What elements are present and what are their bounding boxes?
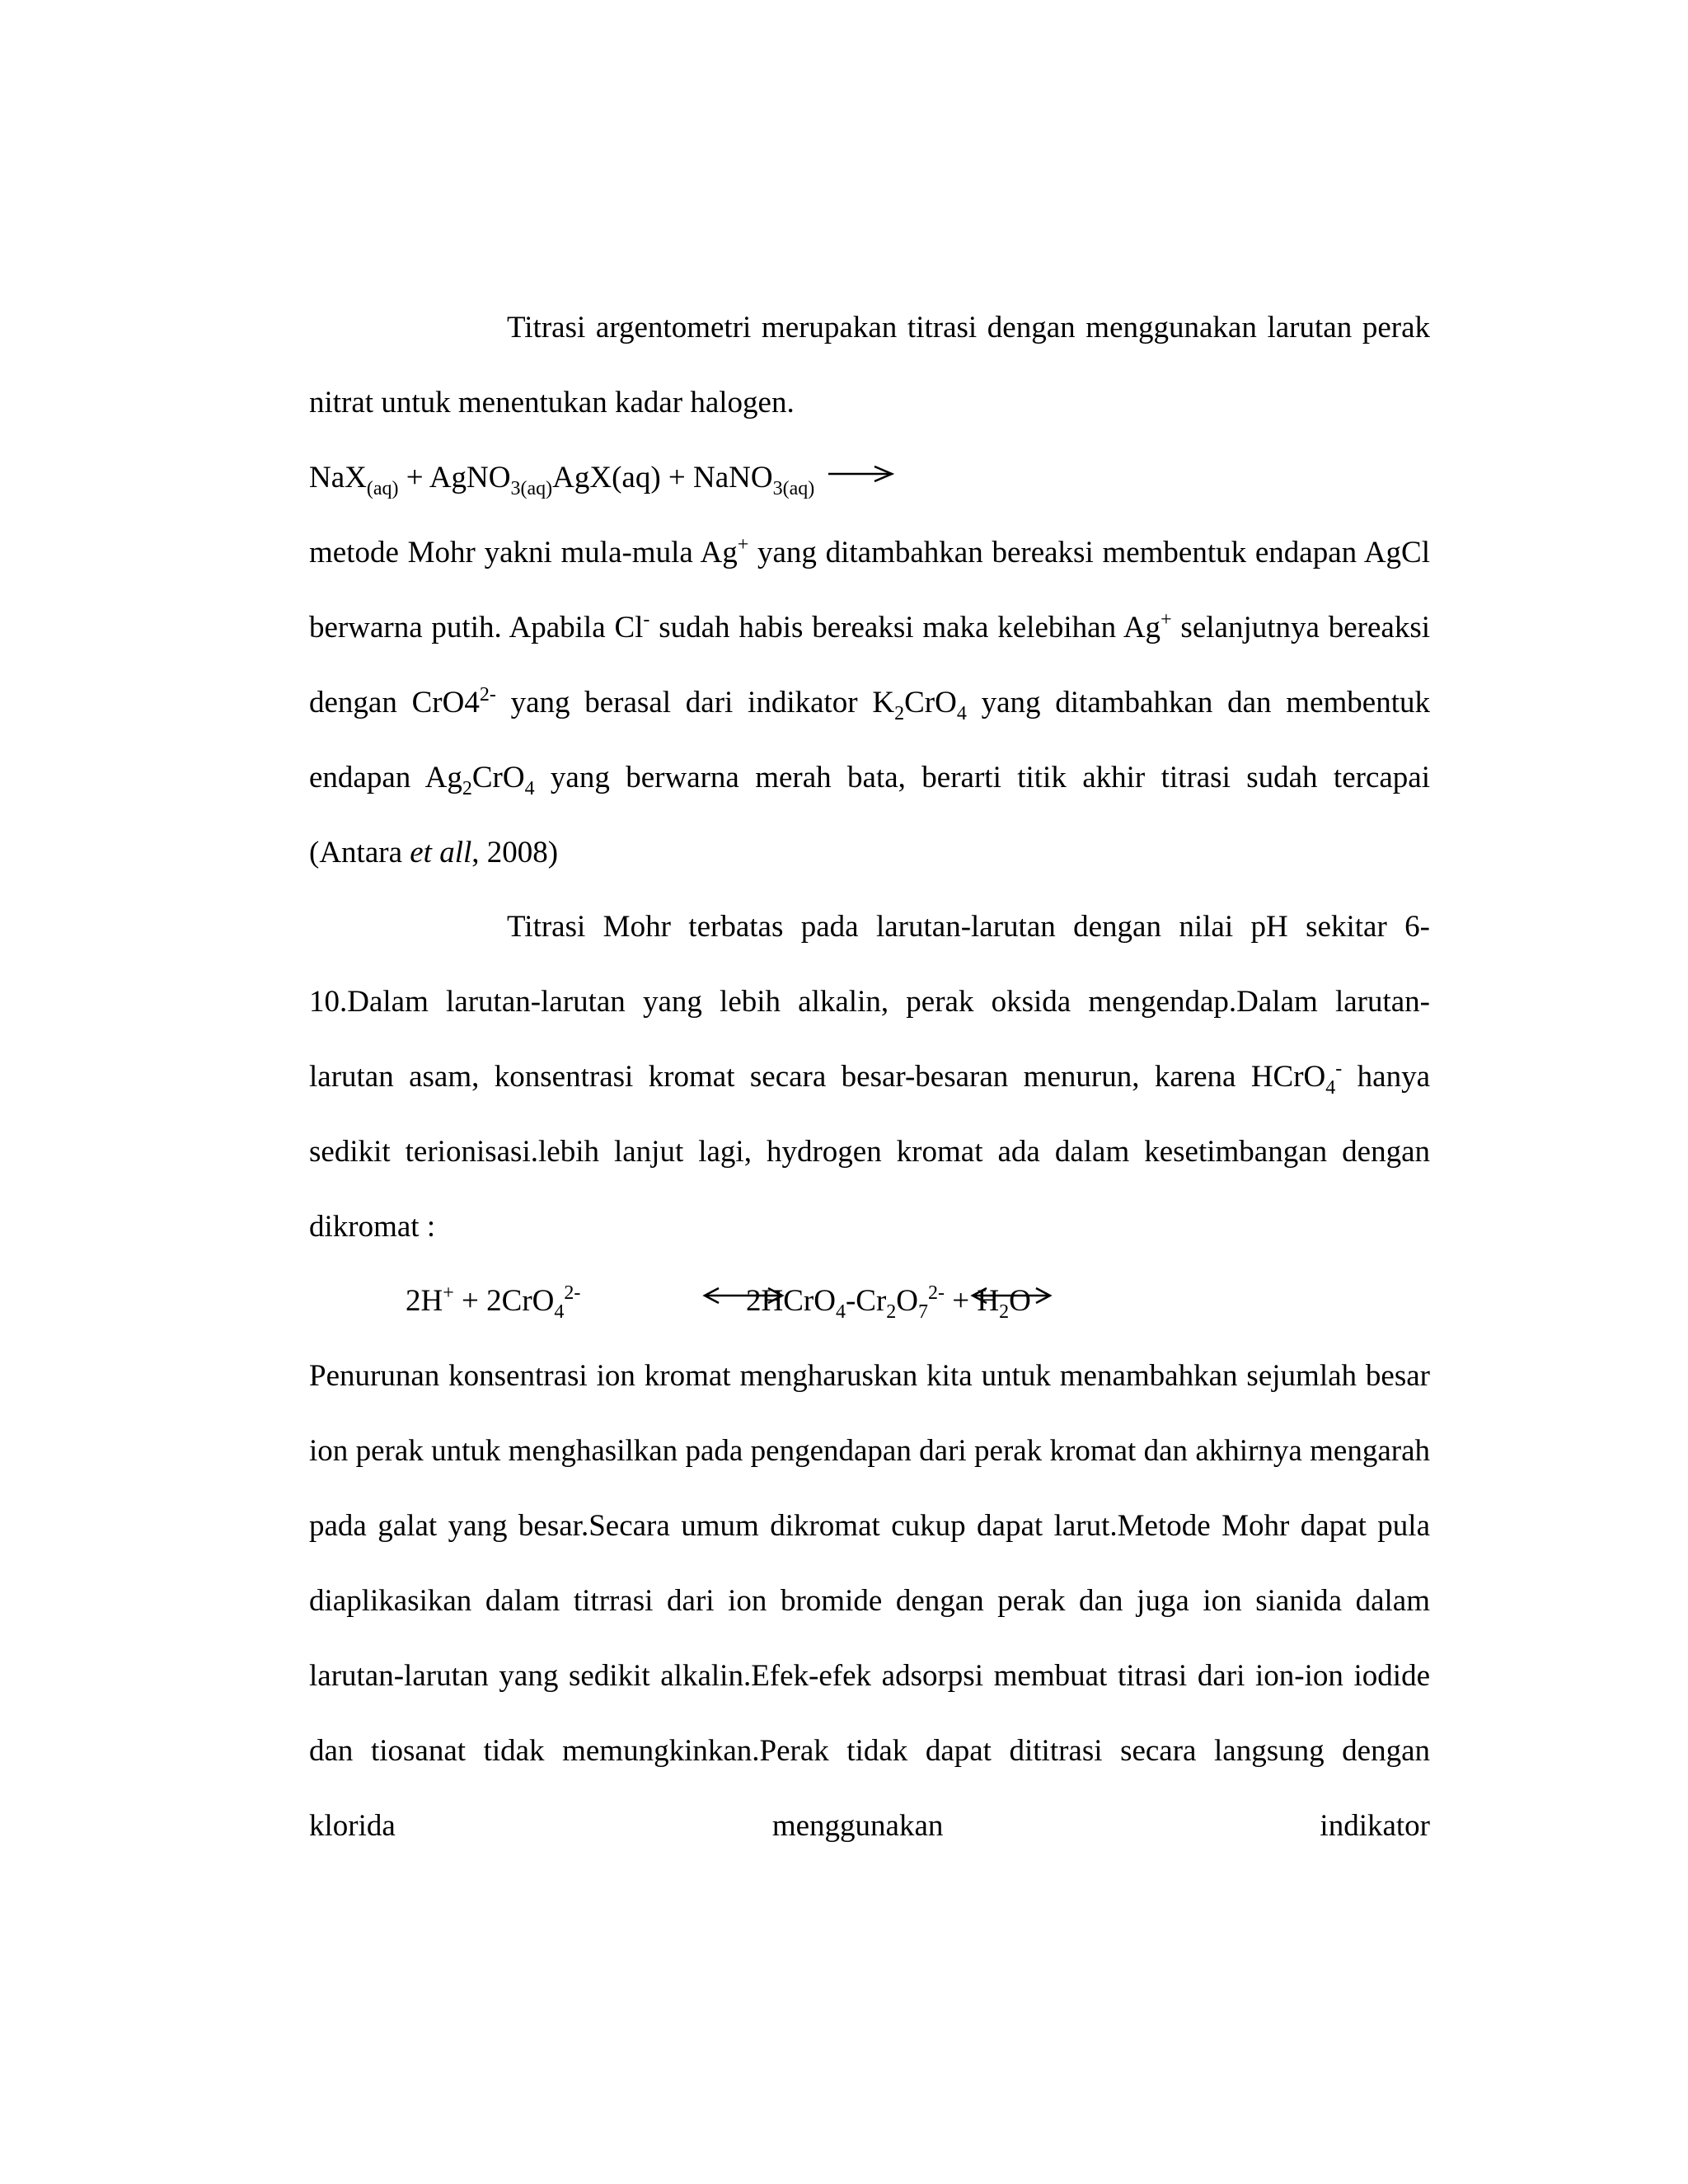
paragraph-ph-limits-text: Titrasi Mohr terbatas pada larutan-larutan dengan nilai pH sekitar 6-10.Dalam larutan-larutan yang lebih alkalin, perak oksida mengendap.Dalam larutan-larutan asam, konsentrasi kromat secara besar-besaran menurun, karena HCrO$_4$- hanya sedikit terionisasi.lebih lanjut lagi, hydrogen kromat ada dalam kesetimbangan dengan dikromat :: [309, 910, 1430, 1244]
citation-et-all: et all: [410, 836, 472, 869]
equation-equilibrium: [309, 1263, 1430, 1338]
equation-1-text: NaX$_{(aq)}$ + AgNO$_{3(aq)}$AgX(aq) + NaNO$_{3(aq)}$: [309, 461, 815, 499]
double-arrow-icon-2: [970, 1286, 1053, 1305]
paragraph-ph-limits: [309, 889, 1430, 1264]
paragraph-intro-text: Titrasi argentometri merupakan titrasi dengan menggunakan larutan perak nitrat untuk menentukan kadar halogen.: [309, 311, 1430, 419]
paragraph-mohr-method: [309, 515, 1430, 890]
paragraph-intro: [309, 290, 1430, 440]
right-arrow-icon: [827, 465, 894, 483]
paragraph-mohr-method-text: metode Mohr yakni mula-mula Ag+ yang ditambahkan bereaksi membentuk endapan AgCl berwarna putih. Apabila Cl- sudah habis bereaksi maka kelebihan Ag+ selanjutnya bereaksi dengan $CrO4^{2-}$ yang berasal dari indikator $K_2CrO_4$ yang ditambahkan dan membentuk endapan $Ag_2CrO_4$ yang berwarna merah bata, berarti titik akhir titrasi sudah tercapai (Antara et all, 2008): [309, 534, 1430, 869]
equation-2-lhs: 2H+ + 2CrO$_4^{2-}$: [406, 1282, 581, 1323]
paragraph-chromate-concentration-text: Penurunan konsentrasi ion kromat mengharuskan kita untuk menambahkan sejumlah besar ion perak untuk menghasilkan pada pengendapan dari perak kromat dan akhirnya mengarah pada galat yang besar.Secara umum dikromat cukup dapat larut.Metode Mohr dapat pula diaplikasikan dalam titrrasi dari ion bromide dengan perak dan juga ion sianida dalam larutan-larutan yang sedikit alkalin.Efek-efek adsorpsi membuat titrasi dari ion-ion iodide dan tiosanat tidak memungkinkan.Perak tidak dapat dititrasi secara langsung dengan klorida menggunakan indikator: [309, 1359, 1430, 1843]
equation-2-rhs: $2HCrO_4-Cr_2O_7^{2-} + H_2O$: [746, 1282, 1031, 1323]
equation-reaction-1: [309, 440, 1430, 515]
paragraph-chromate-concentration: [309, 1338, 1430, 1863]
